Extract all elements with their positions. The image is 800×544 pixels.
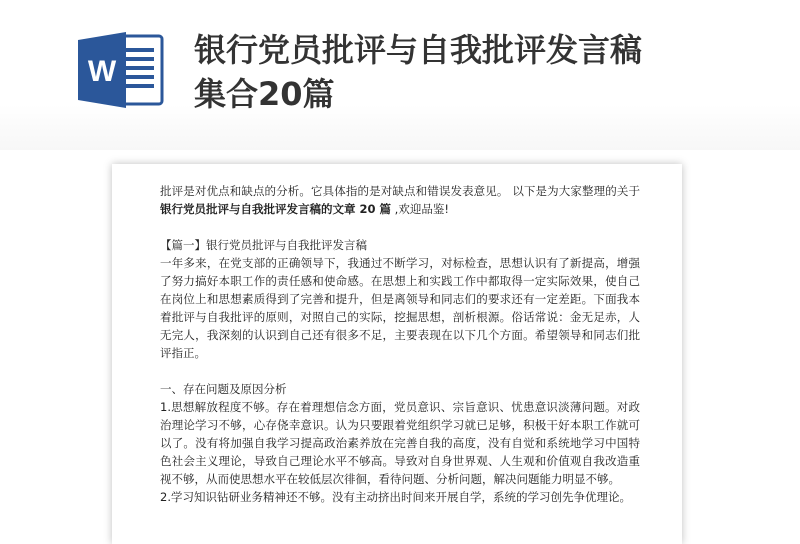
document-body — [160, 182, 640, 506]
paragraph-2: 1.思想解放程度不够。存在着理想信念方面，党员意识、宗旨意识、忧患意识淡薄问题。对政治理论学习不够，心存侥幸意识。认为只要跟着党组织学习就已足够，积极干好本职工作就可以了。没有将加强自我学习提高政治素养放在完善自我的高度，没有自觉和系统地学习中国特色社会主义理论，导致自己理论水平不够高。导致对自身世界观、人生观和价值观自我改造重视不够，从而使思想水平在较低层次徘徊，看待问题、分析问题，解决问题能力明显不够。 — [160, 400, 640, 486]
page-title — [194, 28, 754, 116]
title-line-1: 银行党员批评与自我批评发言稿 — [194, 31, 643, 69]
intro-text-a: 批评是对优点和缺点的分析。它具体指的是对缺点和错误发表意见。 以下是为大家整理的关于 — [160, 184, 640, 198]
intro-text-bold: 银行党员批评与自我批评发言稿的文章 20 篇 — [160, 202, 392, 216]
title-line-2: 集合20篇 — [194, 75, 335, 113]
paragraph-1: 一年多来，在党支部的正确领导下，我通过不断学习，对标检查，思想认识有了新提高，增强了努力搞好本职工作的责任感和使命感。在思想上和实践工作中都取得一定实际效果，使自己在岗位上和思想素质得到了完善和提升，但是离领导和同志们的要求还有一定差距。下面我本着批评与自我批评的原则，对照自己的实际，挖掘思想，剖析根源。俗话常说：金无足赤，人无完人，我深刻的认识到自己还有很多不足，主要表现在以下几个方面。希望领导和同志们批评指正。 — [160, 256, 640, 360]
word-icon — [76, 30, 166, 110]
word-icon-letter: W — [87, 55, 117, 88]
paragraph-3: 2.学习知识钻研业务精神还不够。没有主动挤出时间来开展自学，系统的学习创先争优理论。 — [160, 490, 631, 504]
intro-text-b: ,欢迎品鉴! — [391, 202, 449, 216]
section-heading: 【篇一】银行党员批评与自我批评发言稿 — [160, 238, 367, 252]
intro-paragraph — [160, 182, 640, 218]
heading-problems: 一、存在问题及原因分析 — [160, 382, 287, 396]
